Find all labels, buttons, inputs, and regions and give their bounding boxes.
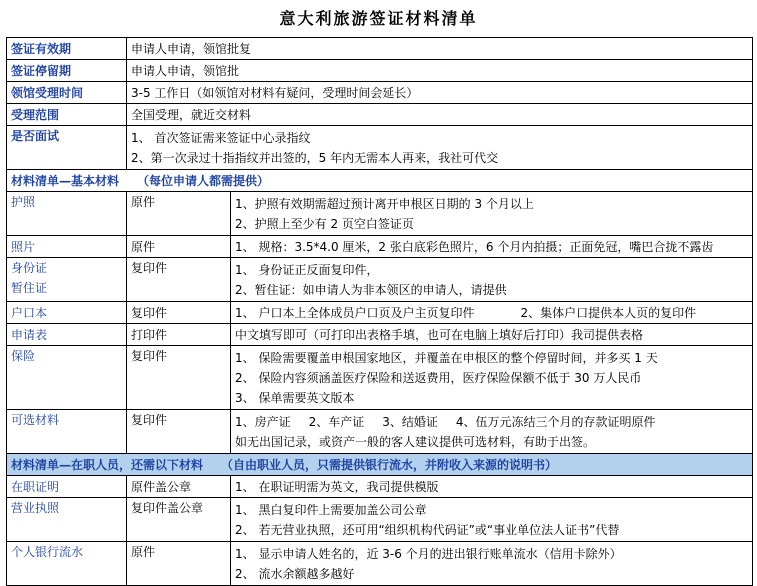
material-type: 复印件 <box>127 346 231 410</box>
row-value: 3-5 工作日（如领馆对材料有疑问，受理时间会延长） <box>127 82 753 104</box>
row-value: 申请人申请，领馆批 <box>127 60 753 82</box>
material-name: 在职证明 <box>7 476 127 498</box>
row-label: 签证停留期 <box>7 60 127 82</box>
material-requirements <box>231 258 753 302</box>
requirement-line: 2、集体户口提供本人页的复印件 <box>520 305 697 320</box>
material-requirements <box>231 410 753 454</box>
row-value: 全国受理，就近交材料 <box>127 104 753 126</box>
material-name-cell <box>7 258 127 302</box>
requirement-line: 2、 流水余额越多越好 <box>235 566 355 581</box>
requirement-line: 2、 保险内容须涵盖医疗保险和送返费用，医疗保险保额不低于 30 万人民币 <box>235 370 642 385</box>
requirement-line: 1、 身份证正反面复印件， <box>235 262 379 277</box>
material-name: 申请表 <box>7 324 127 346</box>
requirement-line: 1、护照有效期需超过预计离开申根区日期的 3 个月以上 <box>235 196 534 211</box>
material-type: 原件 <box>127 542 231 586</box>
optional-item: 3、结婚证 <box>382 414 438 429</box>
section-header-employed <box>7 454 753 476</box>
requirement-line: 1、 户口本上全体成员户口页及户主页复印件 <box>235 305 475 320</box>
table-row <box>7 236 753 258</box>
row-label: 领馆受理时间 <box>7 82 127 104</box>
material-name: 个人银行流水 <box>7 542 127 586</box>
optional-item: 4、伍万元冻结三个月的存款证明原件 <box>455 414 656 429</box>
document-title: 意大利旅游签证材料清单 <box>279 9 478 28</box>
interview-line: 2、第一次录过十指指纹并出签的，5 年内无需本人再来，我社可代交 <box>131 150 499 165</box>
table-row <box>7 258 753 302</box>
material-name: 暂住证 <box>11 281 48 295</box>
row-label: 签证有效期 <box>7 38 127 60</box>
table-row <box>7 302 753 324</box>
materials-table <box>6 37 753 586</box>
section-note: （每位申请人都需提供） <box>137 173 270 188</box>
interview-cell <box>127 126 753 170</box>
table-row <box>7 346 753 410</box>
requirement-line: 1、 显示申请人姓名的，近 3-6 个月的进出银行账单流水（信用卡除外） <box>235 546 622 561</box>
material-type: 原件 <box>127 236 231 258</box>
requirement-line: 1、 黑白复印件上需要加盖公司公章 <box>235 502 427 517</box>
row-label: 是否面试 <box>7 126 127 170</box>
material-requirements <box>231 302 753 324</box>
section-title: 材料清单—基本材料 <box>11 173 120 188</box>
material-requirements <box>231 346 753 410</box>
section-header-cell <box>7 170 753 192</box>
table-row <box>7 60 753 82</box>
table-row <box>7 410 753 454</box>
material-type: 复印件 <box>127 410 231 454</box>
table-row <box>7 324 753 346</box>
section-header-basic <box>7 170 753 192</box>
row-value: 申请人申请，领馆批复 <box>127 38 753 60</box>
requirement-line: 2、护照上至少有 2 页空白签证页 <box>235 216 414 231</box>
material-name: 户口本 <box>7 302 127 324</box>
material-type: 打印件 <box>127 324 231 346</box>
table-row <box>7 126 753 170</box>
optional-items <box>235 412 748 432</box>
material-type: 复印件 <box>127 302 231 324</box>
material-name: 可选材料 <box>7 410 127 454</box>
requirement-line: 2、 若无营业执照，还可用“组织机构代码证”或“事业单位法人证书”代替 <box>235 522 620 537</box>
table-row <box>7 38 753 60</box>
optional-item: 1、房产证 <box>235 414 291 429</box>
table-row <box>7 476 753 498</box>
table-row <box>7 498 753 542</box>
section-title: 材料清单—在职人员，还需以下材料 <box>11 457 204 472</box>
material-type: 原件 <box>127 192 231 236</box>
requirement-line: 如无出国记录，或资产一般的客人建议提供可选材料，有助于出签。 <box>235 434 596 449</box>
optional-item: 2、车产证 <box>308 414 365 429</box>
requirement-line: 1、 在职证明需为英文，我司提供模版 <box>231 476 753 498</box>
material-name: 营业执照 <box>7 498 127 542</box>
table-row <box>7 82 753 104</box>
material-requirements <box>231 542 753 586</box>
table-row <box>7 542 753 586</box>
requirement-line: 1、 规格：3.5*4.0 厘米，2 张白底彩色照片，6 个月内拍摄；正面免冠，嘴巴合拢不露齿 <box>231 236 753 258</box>
material-requirements <box>231 498 753 542</box>
material-requirements <box>231 192 753 236</box>
material-type: 复印件 <box>127 258 231 302</box>
material-name: 身份证 <box>11 261 48 275</box>
requirement-line: 2、暂住证：如申请人为非本领区的申请人，请提供 <box>235 282 507 297</box>
requirement-line: 1、 保险需要覆盖申根国家地区，并覆盖在申根区的整个停留时间，并多买 1 天 <box>235 350 658 365</box>
section-header-cell <box>7 454 753 476</box>
table-row <box>7 192 753 236</box>
material-type: 复印件盖公章 <box>127 498 231 542</box>
requirement-line: 3、 保单需要英文版本 <box>235 390 355 405</box>
requirement-line: 中文填写即可（可打印出表格手填，也可在电脑上填好后打印）我司提供表格 <box>231 324 753 346</box>
material-name: 保险 <box>7 346 127 410</box>
table-row <box>7 104 753 126</box>
row-label: 受理范围 <box>7 104 127 126</box>
section-note: （自由职业人员，只需提供银行流水，并附收入来源的说明书） <box>221 457 558 472</box>
material-type: 原件盖公章 <box>127 476 231 498</box>
material-name: 照片 <box>7 236 127 258</box>
interview-line: 1、 首次签证需来签证中心录指纹 <box>131 130 311 145</box>
material-name: 护照 <box>7 192 127 236</box>
